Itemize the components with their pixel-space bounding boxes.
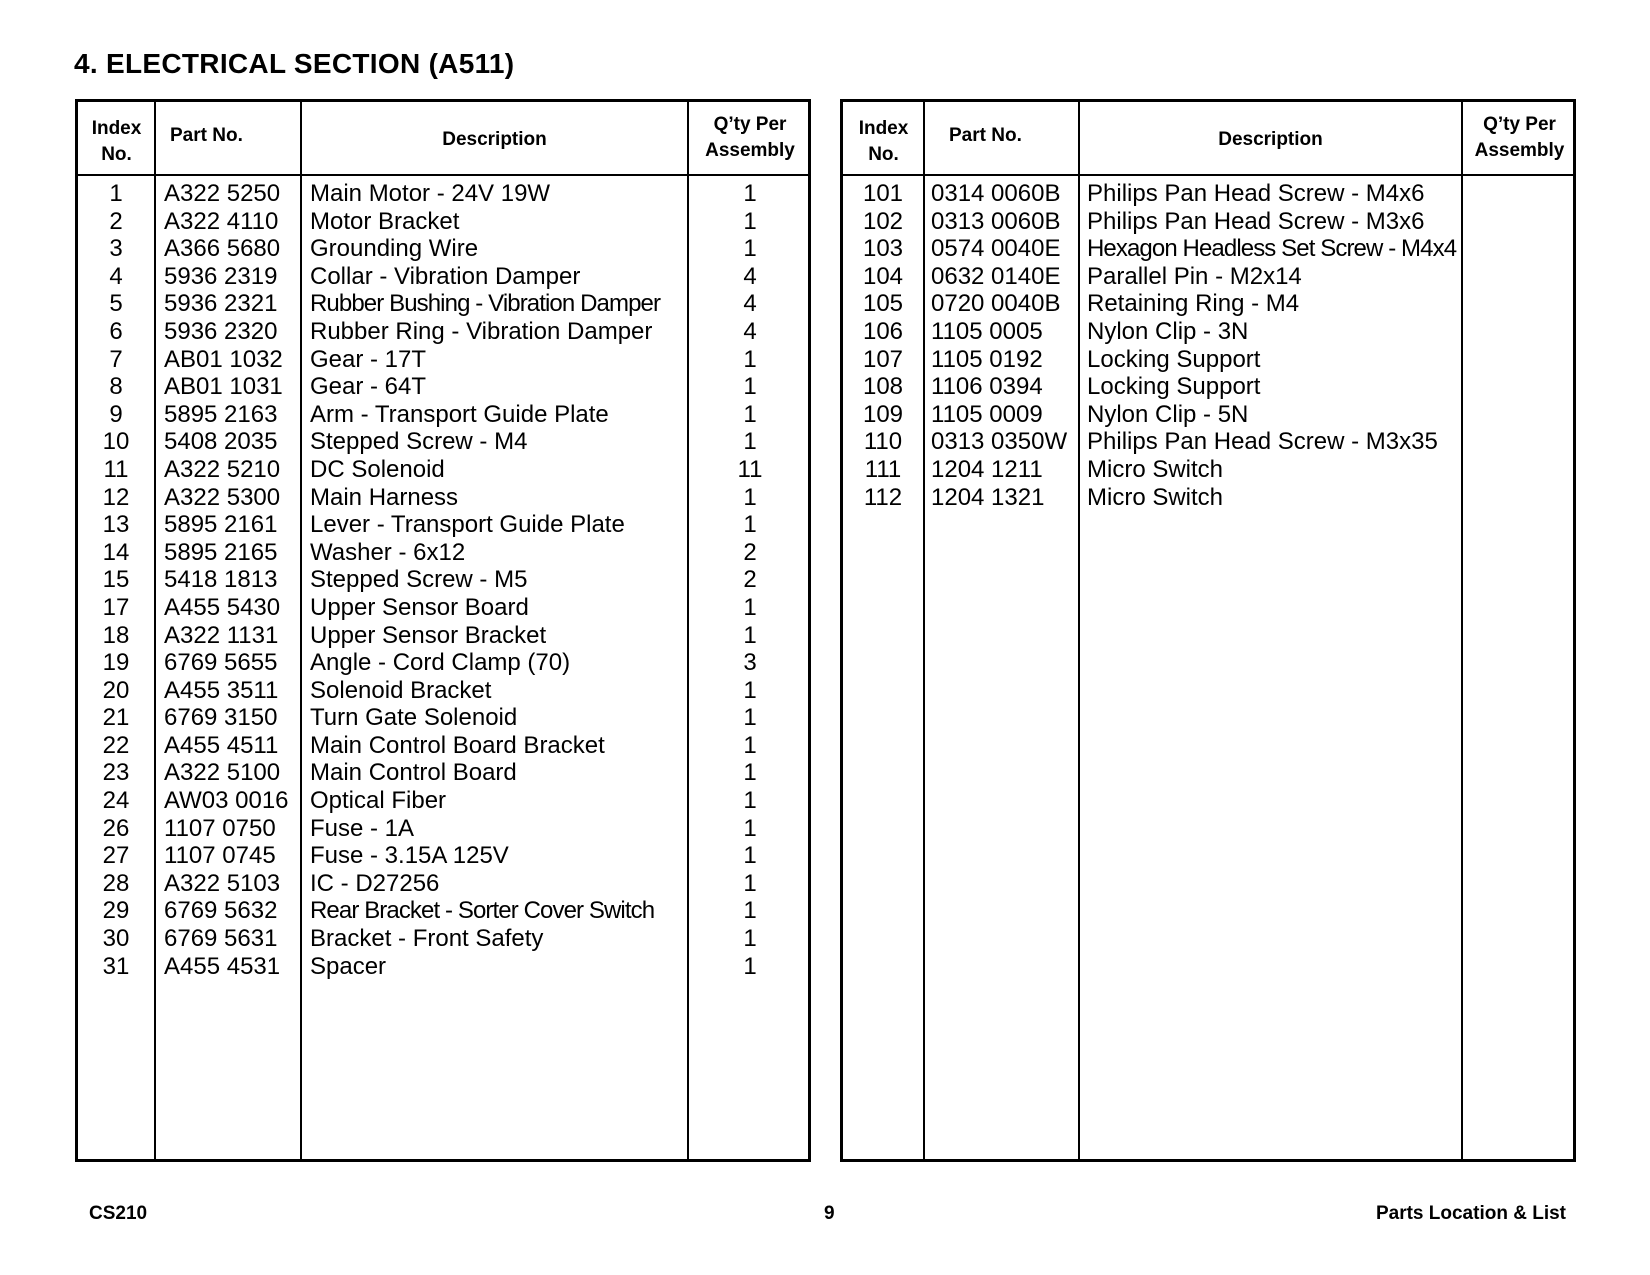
cell-index: 111 bbox=[864, 455, 902, 483]
cell-part-no: A322 5300 bbox=[164, 483, 281, 511]
cell-index: 112 bbox=[863, 483, 903, 511]
cell-part-no: 0314 0060B bbox=[931, 180, 1061, 207]
table-row bbox=[78, 925, 808, 953]
parts-table-right bbox=[840, 99, 1576, 1162]
cell-qty: 4 bbox=[743, 317, 757, 345]
table-row bbox=[78, 456, 808, 484]
cell-index: 26 bbox=[102, 814, 130, 842]
cell-qty: 1 bbox=[743, 180, 757, 207]
cell-description: Philips Pan Head Screw - M3x35 bbox=[1087, 428, 1438, 456]
cell-index: 10 bbox=[102, 428, 130, 456]
cell-qty: 4 bbox=[743, 290, 757, 318]
cell-qty: 1 bbox=[743, 842, 757, 870]
cell-index: 1 bbox=[109, 180, 123, 207]
table-row bbox=[78, 401, 808, 429]
cell-part-no: A322 1131 bbox=[164, 621, 279, 649]
table-row bbox=[78, 677, 808, 705]
cell-qty: 4 bbox=[743, 262, 757, 290]
table-row bbox=[843, 290, 1573, 318]
table-row bbox=[843, 235, 1573, 263]
header-divider bbox=[843, 174, 1573, 176]
cell-description: Bracket - Front Safety bbox=[310, 925, 544, 953]
cell-description: Angle - Cord Clamp (70) bbox=[310, 649, 571, 677]
header-index: Index No. bbox=[858, 118, 909, 165]
cell-qty: 1 bbox=[743, 621, 757, 649]
table-row bbox=[843, 456, 1573, 484]
cell-description: Lever - Transport Guide Plate bbox=[310, 511, 625, 539]
cell-index: 23 bbox=[102, 759, 130, 787]
cell-index: 11 bbox=[103, 455, 129, 483]
table-row bbox=[78, 842, 808, 870]
cell-description: Fuse - 1A bbox=[310, 814, 415, 842]
cell-index: 107 bbox=[862, 345, 904, 373]
cell-qty: 11 bbox=[737, 455, 763, 483]
table-row bbox=[78, 180, 808, 208]
cell-index: 104 bbox=[862, 262, 904, 290]
cell-part-no: A455 3511 bbox=[164, 676, 279, 704]
header-description: Description bbox=[442, 129, 547, 150]
cell-index: 31 bbox=[102, 952, 130, 980]
cell-index: 30 bbox=[102, 925, 130, 953]
cell-index: 5 bbox=[109, 290, 123, 318]
header-part-no: Part No. bbox=[170, 125, 243, 146]
cell-part-no: AB01 1032 bbox=[164, 345, 283, 373]
cell-qty: 1 bbox=[743, 207, 757, 235]
table-row bbox=[78, 318, 808, 346]
cell-qty: 1 bbox=[743, 345, 757, 373]
cell-description: Main Harness bbox=[310, 483, 459, 511]
table-row bbox=[843, 180, 1573, 208]
cell-description: Grounding Wire bbox=[310, 235, 479, 263]
cell-description: Nylon Clip - 5N bbox=[1087, 400, 1249, 428]
cell-description: DC Solenoid bbox=[310, 455, 445, 483]
cell-part-no: 5895 2165 bbox=[164, 538, 278, 566]
cell-description: Main Control Board Bracket bbox=[310, 731, 605, 759]
cell-part-no: 0313 0350W bbox=[931, 428, 1068, 456]
table-row bbox=[78, 815, 808, 843]
cell-index: 20 bbox=[102, 676, 130, 704]
cell-index: 8 bbox=[109, 373, 123, 401]
cell-part-no: 1105 0009 bbox=[931, 400, 1043, 428]
cell-part-no: A322 5250 bbox=[164, 180, 281, 207]
cell-description: Main Motor - 24V 19W bbox=[310, 180, 551, 207]
cell-index: 28 bbox=[102, 869, 130, 897]
cell-qty: 1 bbox=[743, 925, 757, 953]
cell-description: Hexagon Headless Set Screw - M4x4 bbox=[1087, 235, 1457, 263]
cell-index: 105 bbox=[862, 290, 904, 318]
cell-qty: 1 bbox=[743, 897, 757, 925]
table-row bbox=[78, 649, 808, 677]
cell-qty: 1 bbox=[743, 787, 757, 815]
cell-index: 21 bbox=[102, 704, 130, 732]
table-row bbox=[843, 484, 1573, 512]
cell-part-no: A322 5103 bbox=[164, 869, 281, 897]
cell-part-no: 6769 5632 bbox=[164, 897, 278, 925]
cell-qty: 1 bbox=[743, 428, 757, 456]
cell-description: Optical Fiber bbox=[310, 787, 447, 815]
table-row bbox=[78, 787, 808, 815]
cell-qty: 1 bbox=[743, 593, 757, 621]
table-row bbox=[843, 428, 1573, 456]
cell-index: 7 bbox=[109, 345, 123, 373]
cell-description: Philips Pan Head Screw - M4x6 bbox=[1087, 180, 1425, 207]
cell-qty: 1 bbox=[743, 759, 757, 787]
table-row bbox=[78, 263, 808, 291]
cell-part-no: A322 4110 bbox=[164, 207, 279, 235]
footer-model: CS210 bbox=[89, 1203, 148, 1224]
cell-qty: 1 bbox=[743, 704, 757, 732]
table-row bbox=[843, 208, 1573, 236]
cell-description: Locking Support bbox=[1087, 373, 1261, 401]
cell-qty: 1 bbox=[743, 952, 757, 980]
table-row bbox=[78, 208, 808, 236]
cell-part-no: A322 5210 bbox=[164, 455, 281, 483]
cell-qty: 3 bbox=[743, 649, 757, 677]
table-row bbox=[78, 428, 808, 456]
table-row bbox=[78, 484, 808, 512]
cell-description: Washer - 6x12 bbox=[310, 538, 466, 566]
cell-description: Arm - Transport Guide Plate bbox=[310, 400, 609, 428]
cell-part-no: 6769 5655 bbox=[164, 649, 278, 677]
cell-description: Micro Switch bbox=[1087, 483, 1224, 511]
cell-index: 106 bbox=[862, 317, 904, 345]
cell-qty: 1 bbox=[743, 483, 757, 511]
cell-index: 9 bbox=[109, 400, 123, 428]
table-row bbox=[78, 511, 808, 539]
cell-index: 101 bbox=[862, 180, 904, 207]
parts-rows-left bbox=[78, 180, 808, 980]
cell-qty: 1 bbox=[743, 869, 757, 897]
cell-part-no: 1106 0394 bbox=[931, 373, 1043, 401]
table-row bbox=[78, 897, 808, 925]
cell-index: 27 bbox=[102, 842, 130, 870]
cell-index: 109 bbox=[862, 400, 904, 428]
cell-part-no: 1204 1321 bbox=[931, 483, 1045, 511]
cell-description: Rubber Bushing - Vibration Damper bbox=[310, 290, 661, 318]
cell-index: 2 bbox=[109, 207, 123, 235]
cell-index: 14 bbox=[102, 538, 130, 566]
table-row bbox=[78, 732, 808, 760]
cell-part-no: 0632 0140E bbox=[931, 262, 1061, 290]
cell-part-no: A455 5430 bbox=[164, 593, 281, 621]
cell-part-no: A455 4511 bbox=[164, 731, 279, 759]
cell-index: 103 bbox=[862, 235, 904, 263]
table-row bbox=[78, 346, 808, 374]
table-row bbox=[78, 622, 808, 650]
table-row bbox=[78, 235, 808, 263]
cell-part-no: 1107 0745 bbox=[164, 842, 276, 870]
cell-qty: 1 bbox=[743, 235, 757, 263]
table-row bbox=[843, 346, 1573, 374]
cell-index: 6 bbox=[109, 317, 123, 345]
cell-description: Rubber Ring - Vibration Damper bbox=[310, 317, 653, 345]
cell-index: 19 bbox=[102, 649, 130, 677]
cell-part-no: 5936 2320 bbox=[164, 317, 278, 345]
table-row bbox=[78, 566, 808, 594]
cell-part-no: A455 4531 bbox=[164, 952, 281, 980]
page-title: 4. ELECTRICAL SECTION (A511) bbox=[74, 48, 515, 79]
cell-description: Stepped Screw - M5 bbox=[310, 566, 528, 594]
cell-description: Fuse - 3.15A 125V bbox=[310, 842, 509, 870]
header-qty: Q’ty Per Assembly bbox=[705, 114, 795, 161]
cell-part-no: 5895 2163 bbox=[164, 400, 278, 428]
table-row bbox=[78, 539, 808, 567]
cell-part-no: 0720 0040B bbox=[931, 290, 1061, 318]
table-row bbox=[843, 263, 1573, 291]
cell-description: Collar - Vibration Damper bbox=[310, 262, 581, 290]
cell-part-no: 1105 0005 bbox=[931, 317, 1043, 345]
cell-qty: 2 bbox=[743, 566, 757, 594]
cell-description: IC - D27256 bbox=[310, 869, 440, 897]
cell-description: Motor Bracket bbox=[310, 207, 460, 235]
cell-part-no: 1105 0192 bbox=[931, 345, 1043, 373]
cell-part-no: AB01 1031 bbox=[164, 373, 283, 401]
table-row bbox=[78, 594, 808, 622]
cell-qty: 1 bbox=[743, 511, 757, 539]
cell-part-no: 1107 0750 bbox=[164, 814, 276, 842]
header-part-no: Part No. bbox=[949, 125, 1022, 146]
cell-index: 24 bbox=[102, 787, 130, 815]
table-row bbox=[843, 401, 1573, 429]
cell-part-no: 5418 1813 bbox=[164, 566, 278, 594]
cell-description: Gear - 17T bbox=[310, 345, 427, 373]
table-row bbox=[78, 870, 808, 898]
table-row bbox=[78, 290, 808, 318]
cell-description: Upper Sensor Bracket bbox=[310, 621, 547, 649]
header-qty: Q’ty Per Assembly bbox=[1474, 114, 1565, 161]
header-divider bbox=[78, 174, 808, 176]
cell-index: 12 bbox=[102, 483, 130, 511]
cell-description: Spacer bbox=[310, 952, 387, 980]
cell-qty: 1 bbox=[743, 676, 757, 704]
cell-description: Turn Gate Solenoid bbox=[310, 704, 518, 732]
cell-part-no: 5936 2321 bbox=[164, 290, 278, 318]
cell-index: 18 bbox=[102, 621, 130, 649]
cell-description: Rear Bracket - Sorter Cover Switch bbox=[310, 897, 655, 925]
table-row bbox=[843, 318, 1573, 346]
cell-part-no: A366 5680 bbox=[164, 235, 281, 263]
cell-part-no: 5408 2035 bbox=[164, 428, 278, 456]
cell-part-no: 6769 5631 bbox=[164, 925, 278, 953]
cell-description: Retaining Ring - M4 bbox=[1087, 290, 1300, 318]
header-index: Index No. bbox=[91, 118, 142, 165]
cell-part-no: A322 5100 bbox=[164, 759, 281, 787]
table-row bbox=[78, 953, 808, 981]
cell-index: 22 bbox=[102, 731, 130, 759]
table-row bbox=[78, 759, 808, 787]
cell-description: Locking Support bbox=[1087, 345, 1261, 373]
cell-index: 13 bbox=[102, 511, 130, 539]
parts-rows-right bbox=[843, 180, 1573, 511]
cell-qty: 1 bbox=[743, 373, 757, 401]
cell-description: Philips Pan Head Screw - M3x6 bbox=[1087, 207, 1425, 235]
cell-part-no: 6769 3150 bbox=[164, 704, 278, 732]
cell-description: Gear - 64T bbox=[310, 373, 427, 401]
cell-index: 3 bbox=[109, 235, 123, 263]
table-row bbox=[78, 373, 808, 401]
cell-part-no: 5936 2319 bbox=[164, 262, 278, 290]
cell-part-no: AW03 0016 bbox=[164, 787, 289, 815]
table-row bbox=[78, 704, 808, 732]
cell-index: 15 bbox=[102, 566, 130, 594]
cell-index: 17 bbox=[102, 593, 130, 621]
cell-index: 4 bbox=[109, 262, 123, 290]
cell-index: 29 bbox=[102, 897, 130, 925]
cell-description: Upper Sensor Board bbox=[310, 593, 529, 621]
cell-part-no: 1204 1211 bbox=[931, 455, 1043, 483]
cell-qty: 2 bbox=[743, 538, 757, 566]
cell-qty: 1 bbox=[743, 731, 757, 759]
cell-index: 110 bbox=[863, 428, 903, 456]
cell-part-no: 0313 0060B bbox=[931, 207, 1061, 235]
cell-description: Micro Switch bbox=[1087, 455, 1224, 483]
footer-section: Parts Location & List bbox=[1375, 1203, 1566, 1224]
footer-page-number: 9 bbox=[824, 1203, 835, 1224]
cell-description: Solenoid Bracket bbox=[310, 676, 492, 704]
cell-description: Stepped Screw - M4 bbox=[310, 428, 528, 456]
cell-description: Main Control Board bbox=[310, 759, 517, 787]
parts-table-left bbox=[75, 99, 811, 1162]
cell-index: 102 bbox=[862, 207, 904, 235]
table-row bbox=[843, 373, 1573, 401]
cell-description: Parallel Pin - M2x14 bbox=[1087, 262, 1302, 290]
cell-description: Nylon Clip - 3N bbox=[1087, 317, 1249, 345]
cell-part-no: 5895 2161 bbox=[164, 511, 278, 539]
cell-qty: 1 bbox=[743, 814, 757, 842]
cell-qty: 1 bbox=[743, 400, 757, 428]
header-description: Description bbox=[1218, 129, 1323, 150]
cell-part-no: 0574 0040E bbox=[931, 235, 1061, 263]
cell-index: 108 bbox=[862, 373, 904, 401]
